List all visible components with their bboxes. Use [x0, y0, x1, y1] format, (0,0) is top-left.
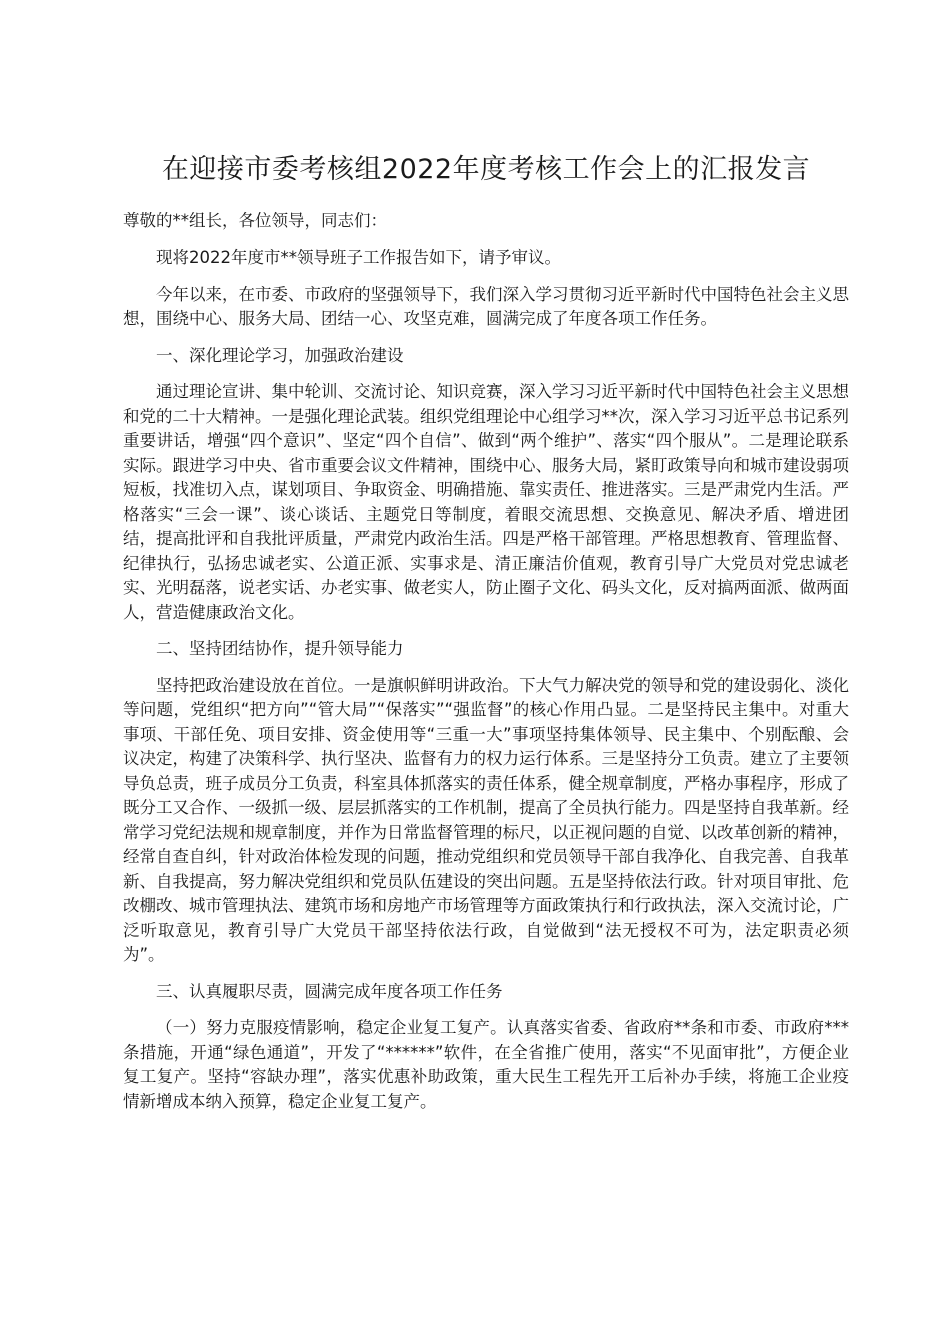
- section-2-heading: 二、坚持团结协作，提升领导能力: [156, 639, 404, 658]
- document-title: 在迎接市委考核组2022年度考核工作会上的汇报发言: [161, 154, 811, 185]
- overview-paragraph: 今年以来，在市委、市政府的坚强领导下，我们深入学习贯彻习近平新时代中国特色社会主义思想，围绕中心、服务大局、团结一心、攻坚克难，圆满完成了年度各项工作任务。: [123, 284, 849, 328]
- intro-paragraph: 现将2022年度市**领导班子工作报告如下，请予审议。: [156, 248, 561, 267]
- section-3-subsection-1: （一）努力克服疫情影响，稳定企业复工复产。认真落实省委、省政府**条和市委、市政府***条措施，开通“绿色通道”，开发了“******”软件，在全省推广使用，落实“不见面审批”，方便企业复工复产。坚持“容缺办理”，落实优惠补助政策，重大民生工程先开工后补办手续，将施工企业疫情新增成本纳入预算，稳定企业复工复产。: [123, 1018, 849, 1111]
- salutation: 尊敬的**组长，各位领导，同志们：: [123, 211, 387, 230]
- section-1-body: 通过理论宣讲、集中轮训、交流讨论、知识竞赛，深入学习习近平新时代中国特色社会主义思想和党的二十大精神。一是强化理论武装。组织党组理论中心组学习**次，深入学习习近平总书记系列重要讲话，增强“四个意识”、坚定“四个自信”、做到“两个维护”、落实“四个服从”。二是理论联系实际。跟进学习中央、省市重要会议文件精神，围绕中心、服务大局，紧盯政策导向和城市建设弱项短板，找准切入点，谋划项目、争取资金、明确措施、靠实责任、推进落实。三是严肃党内生活。严格落实“三会一课”、谈心谈话、主题党日等制度，着眼交流思想、交换意见、解决矛盾、增进团结，提高批评和自我批评质量，严肃党内政治生活。四是严格干部管理。严格思想教育、管理监督、纪律执行，弘扬忠诚老实、公道正派、实事求是、清正廉洁价值观，教育引导广大党员对党忠诚老实、光明磊落，说老实话、办老实事、做老实人，防止圈子文化、码头文化，反对搞两面派、做两面人，营造健康政治文化。: [123, 382, 849, 622]
- document-page: [123, 150, 849, 1126]
- section-1-heading: 一、深化理论学习，加强政治建设: [156, 345, 404, 365]
- section-2-body: 坚持把政治建设放在首位。一是旗帜鲜明讲政治。下大气力解决党的领导和党的建设弱化、淡化等问题，党组织“把方向”“管大局”“保落实”“强监督”的核心作用凸显。二是坚持民主集中。对重大事项、干部任免、项目安排、资金使用等“三重一大”事项坚持集体领导、民主集中、个别酝酿、会议决定，构建了决策科学、执行坚决、监督有力的权力运行体系。三是坚持分工负责。建立了主要领导负总责，班子成员分工负责，科室具体抓落实的责任体系，健全规章制度，严格办事程序，形成了既分工又合作、一级抓一级、层层抓落实的工作机制，提高了全员执行能力。四是坚持自我革新。经常学习党纪法规和规章制度，并作为日常监督管理的标尺，以正视问题的自觉、以改革创新的精神，经常自查自纠，针对政治体检发现的问题，推动党组织和党员领导干部自我净化、自我完善、自我革新、自我提高，努力解决党组织和党员队伍建设的突出问题。五是坚持依法行政。针对项目审批、危改棚改、城市管理执法、建筑市场和房地产市场管理等方面政策执行和行政执法，深入交流讨论，广泛听取意见，教育引导广大党员干部坚持依法行政，自觉做到“法无授权不可为，法定职责必须为”。: [123, 675, 849, 964]
- section-3-heading: 三、认真履职尽责，圆满完成年度各项工作任务: [156, 981, 503, 1001]
